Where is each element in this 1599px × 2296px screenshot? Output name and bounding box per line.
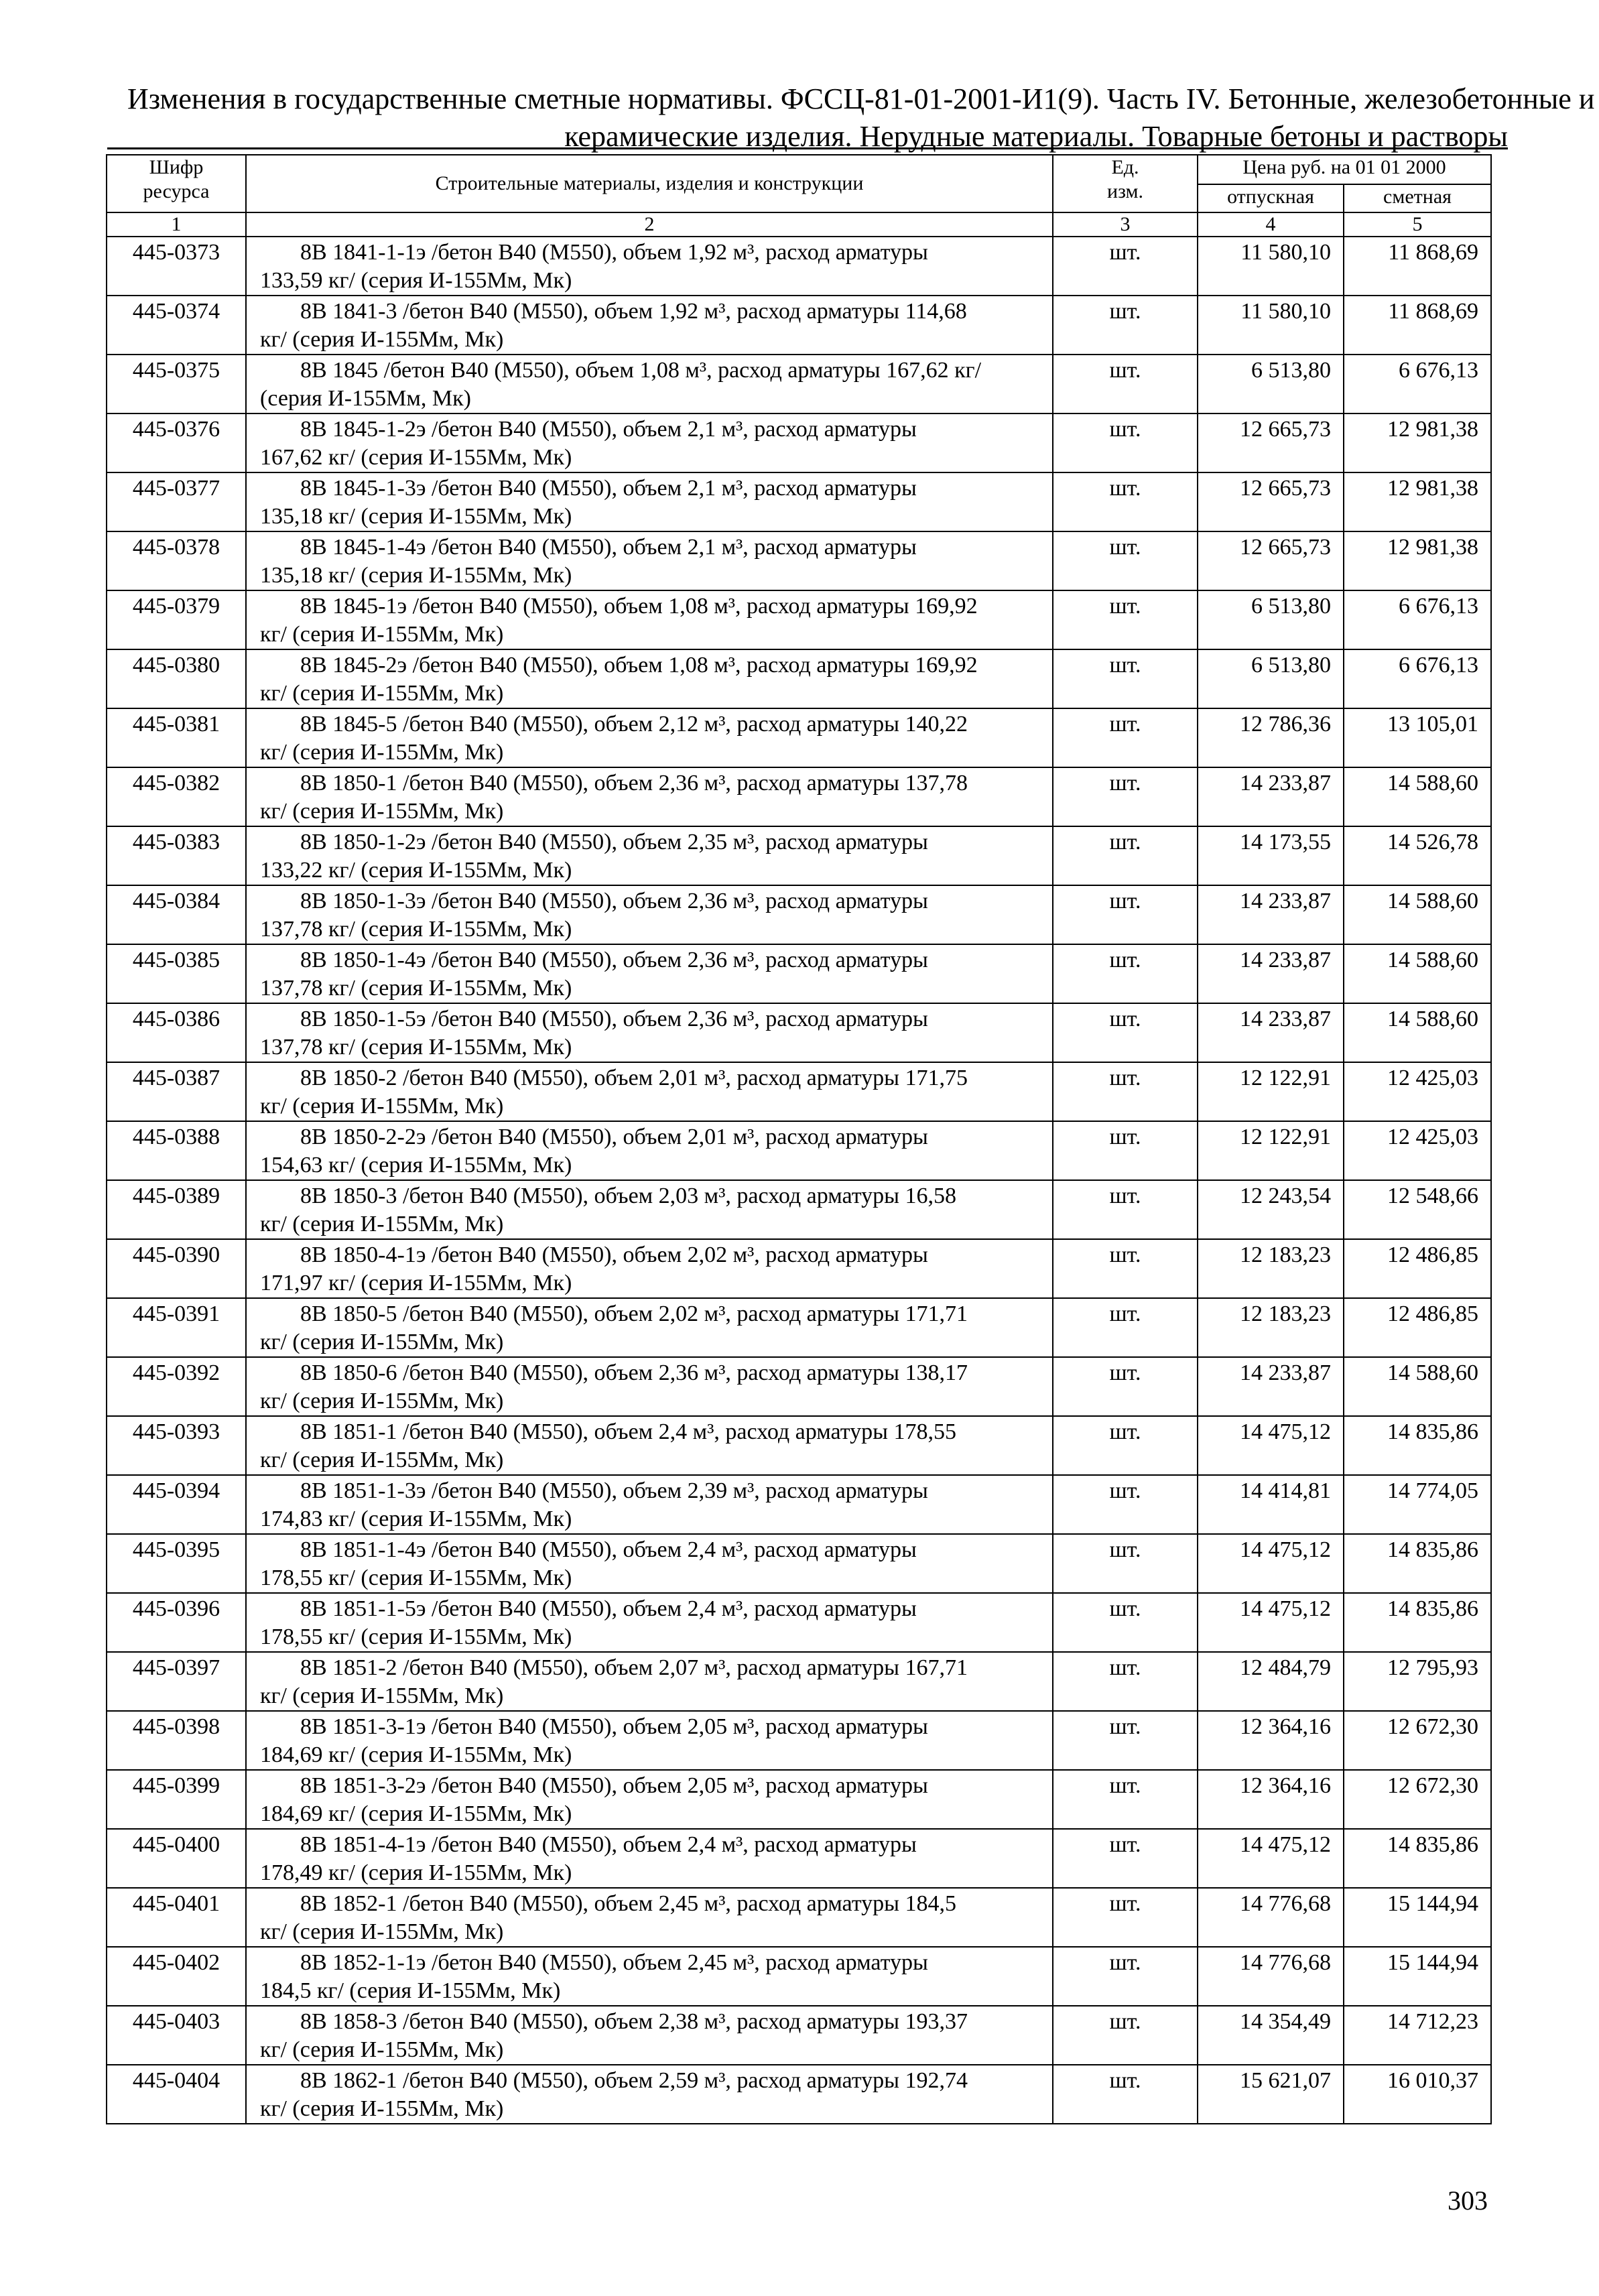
unit-cell: шт. (1053, 1357, 1198, 1416)
estimate-price-cell: 6 676,13 (1344, 355, 1491, 413)
release-price-cell: 12 665,73 (1198, 531, 1344, 590)
release-price-cell: 12 243,54 (1198, 1180, 1344, 1239)
material-description-cell (246, 1003, 1053, 1062)
column-number: 5 (1344, 212, 1491, 237)
resource-code-cell: 445-0389 (107, 1180, 246, 1239)
material-description-line1: 8В 1850-1-2э /бетон В40 (М550), объем 2,35 м³, расход арматуры (300, 830, 928, 854)
resource-code-cell: 445-0401 (107, 1888, 246, 1947)
release-price-cell: 14 475,12 (1198, 1534, 1344, 1593)
material-description-cell (246, 708, 1053, 767)
estimate-price-cell: 14 526,78 (1344, 826, 1491, 885)
resource-code-cell: 445-0374 (107, 296, 246, 355)
material-description-cell (246, 1121, 1053, 1180)
release-price-cell: 11 580,10 (1198, 237, 1344, 296)
resource-code-cell: 445-0375 (107, 355, 246, 413)
resource-code-cell: 445-0388 (107, 1121, 246, 1180)
table-row (107, 1888, 1491, 1947)
resource-code-cell: 445-0383 (107, 826, 246, 885)
release-price-cell: 14 776,68 (1198, 1947, 1344, 2006)
material-description-cell (246, 1652, 1053, 1711)
unit-cell: шт. (1053, 1298, 1198, 1357)
unit-cell: шт. (1053, 2065, 1198, 2124)
table-row (107, 2065, 1491, 2124)
material-description-line1: 8В 1845 /бетон В40 (М550), объем 1,08 м³, расход арматуры 167,62 кг/ (300, 358, 982, 383)
release-price-cell: 6 513,80 (1198, 355, 1344, 413)
resource-code-cell: 445-0376 (107, 413, 246, 472)
material-description-cell (246, 944, 1053, 1003)
resource-code-cell: 445-0387 (107, 1062, 246, 1121)
unit-cell: шт. (1053, 1711, 1198, 1770)
resource-code-cell: 445-0379 (107, 590, 246, 649)
unit-cell: шт. (1053, 767, 1198, 826)
material-description-cell (246, 1770, 1053, 1829)
release-price-cell: 12 183,23 (1198, 1239, 1344, 1298)
unit-cell: шт. (1053, 1180, 1198, 1239)
resource-code-cell: 445-0385 (107, 944, 246, 1003)
material-description-line1: 8В 1850-2-2э /бетон В40 (М550), объем 2,01 м³, расход арматуры (300, 1125, 928, 1149)
material-description-line1: 8В 1850-3 /бетон В40 (М550), объем 2,03 м³, расход арматуры 16,58 (300, 1184, 956, 1208)
table-row (107, 590, 1491, 649)
release-price-cell: 14 233,87 (1198, 944, 1344, 1003)
material-description-line2: кг/ (серия И-155Мм, Мк) (260, 1094, 504, 1119)
material-description-line2: 178,55 кг/ (серия И-155Мм, Мк) (260, 1566, 572, 1590)
material-description-line1: 8В 1850-1-3э /бетон В40 (М550), объем 2,36 м³, расход арматуры (300, 889, 928, 913)
estimate-price-cell: 12 981,38 (1344, 531, 1491, 590)
material-description-line1: 8В 1845-1-4э /бетон В40 (М550), объем 2,1 м³, расход арматуры (300, 535, 917, 560)
table-row (107, 1416, 1491, 1475)
resource-code-cell: 445-0378 (107, 531, 246, 590)
material-description-line1: 8В 1851-1 /бетон В40 (М550), объем 2,4 м³, расход арматуры 178,55 (300, 1419, 956, 1444)
column-number: 2 (246, 212, 1053, 237)
material-description-cell (246, 355, 1053, 413)
material-description-line1: 8В 1845-5 /бетон В40 (М550), объем 2,12 м³, расход арматуры 140,22 (300, 712, 968, 737)
material-description-line1: 8В 1850-6 /бетон В40 (М550), объем 2,36 м³, расход арматуры 138,17 (300, 1360, 968, 1385)
material-description-line1: 8В 1851-4-1э /бетон В40 (М550), объем 2,4 м³, расход арматуры (300, 1832, 917, 1857)
unit-cell: шт. (1053, 885, 1198, 944)
material-description-line2: 135,18 кг/ (серия И-155Мм, Мк) (260, 504, 572, 529)
release-price-cell: 12 484,79 (1198, 1652, 1344, 1711)
material-description-line1: 8В 1850-5 /бетон В40 (М550), объем 2,02 м³, расход арматуры 171,71 (300, 1301, 968, 1326)
material-description-line1: 8В 1845-1-3э /бетон В40 (М550), объем 2,1 м³, расход арматуры (300, 476, 917, 501)
unit-cell: шт. (1053, 1947, 1198, 2006)
material-description-cell (246, 1180, 1053, 1239)
table-row (107, 1298, 1491, 1357)
resource-code-cell: 445-0392 (107, 1357, 246, 1416)
material-description-line2: 167,62 кг/ (серия И-155Мм, Мк) (260, 445, 572, 470)
material-description-line1: 8В 1851-1-4э /бетон В40 (М550), объем 2,4 м³, расход арматуры (300, 1537, 917, 1562)
material-description-line2: кг/ (серия И-155Мм, Мк) (260, 1448, 504, 1472)
estimate-price-cell: 14 588,60 (1344, 885, 1491, 944)
header-name: Строительные материалы, изделия и конструкции (246, 155, 1053, 212)
unit-cell: шт. (1053, 1062, 1198, 1121)
release-price-cell: 14 776,68 (1198, 1888, 1344, 1947)
table-row (107, 296, 1491, 355)
unit-cell: шт. (1053, 1416, 1198, 1475)
table-row (107, 531, 1491, 590)
header-price-release: отпускная (1198, 184, 1344, 212)
resource-code-cell: 445-0382 (107, 767, 246, 826)
material-description-line2: кг/ (серия И-155Мм, Мк) (260, 1212, 504, 1236)
table-row (107, 1121, 1491, 1180)
estimate-price-cell: 14 712,23 (1344, 2006, 1491, 2065)
material-description-cell (246, 767, 1053, 826)
resource-code-cell: 445-0396 (107, 1593, 246, 1652)
table-row (107, 1593, 1491, 1652)
column-number: 3 (1053, 212, 1198, 237)
material-description-line1: 8В 1845-2э /бетон В40 (М550), объем 1,08 м³, расход арматуры 169,92 (300, 653, 978, 678)
release-price-cell: 6 513,80 (1198, 590, 1344, 649)
table-row (107, 1003, 1491, 1062)
header-title-line1: Изменения в государственные сметные нормативы. ФССЦ-81-01-2001-И1(9). Часть IV. Бетонные, железобетонные и (127, 82, 1595, 115)
material-description-line1: 8В 1850-4-1э /бетон В40 (М550), объем 2,02 м³, расход арматуры (300, 1242, 928, 1267)
table-row (107, 472, 1491, 531)
header-unit-line1: Ед. (1111, 156, 1139, 178)
material-description-line2: кг/ (серия И-155Мм, Мк) (260, 2096, 504, 2121)
release-price-cell: 12 183,23 (1198, 1298, 1344, 1357)
material-description-line2: 137,78 кг/ (серия И-155Мм, Мк) (260, 1035, 572, 1060)
material-description-cell (246, 1534, 1053, 1593)
unit-cell: шт. (1053, 355, 1198, 413)
material-description-line1: 8В 1850-1-5э /бетон В40 (М550), объем 2,36 м³, расход арматуры (300, 1007, 928, 1031)
estimate-price-cell: 12 486,85 (1344, 1298, 1491, 1357)
unit-cell: шт. (1053, 2006, 1198, 2065)
estimate-price-cell: 14 588,60 (1344, 1357, 1491, 1416)
table-row (107, 767, 1491, 826)
table-row (107, 1947, 1491, 2006)
unit-cell: шт. (1053, 296, 1198, 355)
estimate-price-cell: 6 676,13 (1344, 590, 1491, 649)
unit-cell: шт. (1053, 649, 1198, 708)
material-description-line2: 178,55 кг/ (серия И-155Мм, Мк) (260, 1624, 572, 1649)
material-description-line1: 8В 1851-1-3э /бетон В40 (М550), объем 2,39 м³, расход арматуры (300, 1478, 928, 1503)
release-price-cell: 12 665,73 (1198, 472, 1344, 531)
resource-code-cell: 445-0394 (107, 1475, 246, 1534)
estimate-price-cell: 12 981,38 (1344, 472, 1491, 531)
table-row (107, 885, 1491, 944)
resource-code-cell: 445-0377 (107, 472, 246, 531)
material-description-cell (246, 590, 1053, 649)
unit-cell: шт. (1053, 1475, 1198, 1534)
material-description-cell (246, 649, 1053, 708)
unit-cell: шт. (1053, 1239, 1198, 1298)
release-price-cell: 12 122,91 (1198, 1121, 1344, 1180)
material-description-line1: 8В 1851-3-1э /бетон В40 (М550), объем 2,05 м³, расход арматуры (300, 1714, 928, 1739)
header-price-group: Цена руб. на 01 01 2000 (1198, 155, 1491, 184)
estimate-price-cell: 15 144,94 (1344, 1947, 1491, 2006)
release-price-cell: 12 364,16 (1198, 1711, 1344, 1770)
material-description-line2: кг/ (серия И-155Мм, Мк) (260, 622, 504, 647)
material-description-line1: 8В 1862-1 /бетон В40 (М550), объем 2,59 м³, расход арматуры 192,74 (300, 2068, 968, 2093)
estimate-price-cell: 12 672,30 (1344, 1711, 1491, 1770)
material-description-cell (246, 1062, 1053, 1121)
resource-code-cell: 445-0381 (107, 708, 246, 767)
resource-code-cell: 445-0391 (107, 1298, 246, 1357)
material-description-cell (246, 413, 1053, 472)
material-description-line2: 154,63 кг/ (серия И-155Мм, Мк) (260, 1153, 572, 1177)
table-row (107, 1475, 1491, 1534)
resource-code-cell: 445-0403 (107, 2006, 246, 2065)
estimate-price-cell: 13 105,01 (1344, 708, 1491, 767)
material-description-line2: (серия И-155Мм, Мк) (260, 386, 471, 411)
resource-code-cell: 445-0397 (107, 1652, 246, 1711)
estimate-price-cell: 12 425,03 (1344, 1121, 1491, 1180)
resource-code-cell: 445-0373 (107, 237, 246, 296)
release-price-cell: 14 475,12 (1198, 1829, 1344, 1888)
material-description-line1: 8В 1845-1-2э /бетон В40 (М550), объем 2,1 м³, расход арматуры (300, 417, 917, 442)
material-description-line2: кг/ (серия И-155Мм, Мк) (260, 2037, 504, 2062)
release-price-cell: 12 786,36 (1198, 708, 1344, 767)
material-description-line2: 184,69 кг/ (серия И-155Мм, Мк) (260, 1742, 572, 1767)
unit-cell: шт. (1053, 1829, 1198, 1888)
material-description-line1: 8В 1850-1-4э /бетон В40 (М550), объем 2,36 м³, расход арматуры (300, 948, 928, 972)
material-description-line1: 8В 1852-1 /бетон В40 (М550), объем 2,45 м³, расход арматуры 184,5 (300, 1891, 956, 1916)
resource-code-cell: 445-0399 (107, 1770, 246, 1829)
material-description-line2: кг/ (серия И-155Мм, Мк) (260, 740, 504, 765)
material-description-line2: 184,69 кг/ (серия И-155Мм, Мк) (260, 1801, 572, 1826)
header-code-line2: ресурса (143, 180, 210, 202)
release-price-cell: 12 122,91 (1198, 1062, 1344, 1121)
table-row (107, 826, 1491, 885)
estimate-price-cell: 12 672,30 (1344, 1770, 1491, 1829)
material-description-line2: 133,59 кг/ (серия И-155Мм, Мк) (260, 268, 572, 293)
material-description-cell (246, 531, 1053, 590)
material-description-line1: 8В 1850-1 /бетон В40 (М550), объем 2,36 м³, расход арматуры 137,78 (300, 771, 968, 795)
material-description-cell (246, 296, 1053, 355)
table-row (107, 1534, 1491, 1593)
release-price-cell: 11 580,10 (1198, 296, 1344, 355)
material-description-line2: 174,83 кг/ (серия И-155Мм, Мк) (260, 1507, 572, 1531)
material-description-cell (246, 885, 1053, 944)
estimate-price-cell: 12 548,66 (1344, 1180, 1491, 1239)
material-description-line1: 8В 1851-1-5э /бетон В40 (М550), объем 2,4 м³, расход арматуры (300, 1596, 917, 1621)
table-row (107, 1770, 1491, 1829)
material-description-cell (246, 1357, 1053, 1416)
resource-code-cell: 445-0380 (107, 649, 246, 708)
table-row (107, 649, 1491, 708)
material-description-line2: 135,18 кг/ (серия И-155Мм, Мк) (260, 563, 572, 588)
resource-code-cell: 445-0404 (107, 2065, 246, 2124)
header-price-estimate: сметная (1344, 184, 1491, 212)
release-price-cell: 14 233,87 (1198, 885, 1344, 944)
table-row (107, 1180, 1491, 1239)
release-price-cell: 14 475,12 (1198, 1416, 1344, 1475)
material-description-line2: 137,78 кг/ (серия И-155Мм, Мк) (260, 917, 572, 942)
table-row (107, 1062, 1491, 1121)
table-row (107, 413, 1491, 472)
material-description-line2: кг/ (серия И-155Мм, Мк) (260, 327, 504, 352)
material-description-cell (246, 1711, 1053, 1770)
estimate-price-cell: 14 835,86 (1344, 1416, 1491, 1475)
unit-cell: шт. (1053, 1121, 1198, 1180)
release-price-cell: 12 665,73 (1198, 413, 1344, 472)
table-row (107, 1711, 1491, 1770)
unit-cell: шт. (1053, 237, 1198, 296)
release-price-cell: 6 513,80 (1198, 649, 1344, 708)
resource-code-cell: 445-0393 (107, 1416, 246, 1475)
material-description-line2: 137,78 кг/ (серия И-155Мм, Мк) (260, 976, 572, 1001)
material-description-cell (246, 1298, 1053, 1357)
material-description-cell (246, 2065, 1053, 2124)
material-description-line1: 8В 1841-3 /бетон В40 (М550), объем 1,92 м³, расход арматуры 114,68 (300, 299, 967, 324)
unit-cell: шт. (1053, 472, 1198, 531)
estimate-price-cell: 15 144,94 (1344, 1888, 1491, 1947)
material-description-line1: 8В 1852-1-1э /бетон В40 (М550), объем 2,45 м³, расход арматуры (300, 1950, 928, 1975)
header-code-line1: Шифр (149, 156, 204, 178)
estimate-price-cell: 14 588,60 (1344, 767, 1491, 826)
unit-cell: шт. (1053, 1003, 1198, 1062)
unit-cell: шт. (1053, 1593, 1198, 1652)
material-description-cell (246, 1239, 1053, 1298)
table-row (107, 1357, 1491, 1416)
resource-code-cell: 445-0400 (107, 1829, 246, 1888)
material-description-line2: кг/ (серия И-155Мм, Мк) (260, 1919, 504, 1944)
unit-cell: шт. (1053, 531, 1198, 590)
resource-code-cell: 445-0402 (107, 1947, 246, 2006)
release-price-cell: 14 233,87 (1198, 1003, 1344, 1062)
material-description-cell (246, 1947, 1053, 2006)
table-row (107, 944, 1491, 1003)
table-row (107, 2006, 1491, 2065)
material-description-line2: 184,5 кг/ (серия И-155Мм, Мк) (260, 1978, 561, 2003)
material-description-line1: 8В 1851-2 /бетон В40 (М550), объем 2,07 м³, расход арматуры 167,71 (300, 1655, 968, 1680)
material-description-cell (246, 826, 1053, 885)
unit-cell: шт. (1053, 1652, 1198, 1711)
page-header (127, 80, 1595, 155)
estimate-price-cell: 14 588,60 (1344, 944, 1491, 1003)
material-description-line2: кг/ (серия И-155Мм, Мк) (260, 799, 504, 824)
material-description-line1: 8В 1841-1-1э /бетон В40 (М550), объем 1,92 м³, расход арматуры (300, 240, 928, 265)
resource-code-cell: 445-0395 (107, 1534, 246, 1593)
resource-code-cell: 445-0384 (107, 885, 246, 944)
resource-code-cell: 445-0390 (107, 1239, 246, 1298)
table-row (107, 1829, 1491, 1888)
column-number: 4 (1198, 212, 1344, 237)
unit-cell: шт. (1053, 590, 1198, 649)
release-price-cell: 12 364,16 (1198, 1770, 1344, 1829)
estimate-price-cell: 11 868,69 (1344, 296, 1491, 355)
estimate-price-cell: 12 795,93 (1344, 1652, 1491, 1711)
unit-cell: шт. (1053, 944, 1198, 1003)
header-title-line2: керамические изделия. Нерудные материалы. Товарные бетоны и растворы (564, 120, 1508, 153)
material-description-line1: 8В 1858-3 /бетон В40 (М550), объем 2,38 м³, расход арматуры 193,37 (300, 2009, 968, 2034)
material-description-line1: 8В 1845-1э /бетон В40 (М550), объем 1,08 м³, расход арматуры 169,92 (300, 594, 978, 619)
unit-cell: шт. (1053, 1888, 1198, 1947)
header-code (107, 155, 246, 212)
estimate-price-cell: 12 486,85 (1344, 1239, 1491, 1298)
estimate-price-cell: 14 835,86 (1344, 1829, 1491, 1888)
estimate-price-cell: 16 010,37 (1344, 2065, 1491, 2124)
material-description-line2: кг/ (серия И-155Мм, Мк) (260, 1683, 504, 1708)
unit-cell: шт. (1053, 1770, 1198, 1829)
unit-cell: шт. (1053, 1534, 1198, 1593)
material-description-cell (246, 1829, 1053, 1888)
release-price-cell: 14 414,81 (1198, 1475, 1344, 1534)
release-price-cell: 14 354,49 (1198, 2006, 1344, 2065)
table-row (107, 1239, 1491, 1298)
column-number-row (107, 212, 1491, 237)
column-number: 1 (107, 212, 246, 237)
material-description-cell (246, 2006, 1053, 2065)
material-description-cell (246, 1888, 1053, 1947)
material-description-line2: кг/ (серия И-155Мм, Мк) (260, 1330, 504, 1354)
unit-cell: шт. (1053, 826, 1198, 885)
estimate-price-cell: 12 425,03 (1344, 1062, 1491, 1121)
release-price-cell: 14 233,87 (1198, 1357, 1344, 1416)
estimate-price-cell: 14 835,86 (1344, 1593, 1491, 1652)
estimate-price-cell: 14 774,05 (1344, 1475, 1491, 1534)
material-description-line2: 171,97 кг/ (серия И-155Мм, Мк) (260, 1271, 572, 1295)
estimate-price-cell: 11 868,69 (1344, 237, 1491, 296)
release-price-cell: 14 173,55 (1198, 826, 1344, 885)
page-number: 303 (1448, 2185, 1488, 2216)
material-description-line2: 133,22 кг/ (серия И-155Мм, Мк) (260, 858, 572, 883)
resource-code-cell: 445-0386 (107, 1003, 246, 1062)
estimate-price-cell: 12 981,38 (1344, 413, 1491, 472)
unit-cell: шт. (1053, 708, 1198, 767)
estimate-price-cell: 6 676,13 (1344, 649, 1491, 708)
table-body (107, 237, 1491, 2124)
unit-cell: шт. (1053, 413, 1198, 472)
estimate-price-cell: 14 835,86 (1344, 1534, 1491, 1593)
material-description-cell (246, 1475, 1053, 1534)
resource-code-cell: 445-0398 (107, 1711, 246, 1770)
material-description-line2: 178,49 кг/ (серия И-155Мм, Мк) (260, 1860, 572, 1885)
material-description-cell (246, 237, 1053, 296)
material-description-line2: кг/ (серия И-155Мм, Мк) (260, 681, 504, 706)
release-price-cell: 15 621,07 (1198, 2065, 1344, 2124)
material-description-line2: кг/ (серия И-155Мм, Мк) (260, 1389, 504, 1413)
material-description-line1: 8В 1850-2 /бетон В40 (М550), объем 2,01 м³, расход арматуры 171,75 (300, 1066, 968, 1090)
estimate-price-cell: 14 588,60 (1344, 1003, 1491, 1062)
material-description-cell (246, 1593, 1053, 1652)
header-divider (107, 147, 1508, 149)
material-description-cell (246, 472, 1053, 531)
table-row (107, 237, 1491, 296)
header-unit (1053, 155, 1198, 212)
table-row (107, 355, 1491, 413)
table-row (107, 1652, 1491, 1711)
price-table (106, 154, 1492, 2124)
material-description-line1: 8В 1851-3-2э /бетон В40 (М550), объем 2,05 м³, расход арматуры (300, 1773, 928, 1798)
release-price-cell: 14 475,12 (1198, 1593, 1344, 1652)
material-description-cell (246, 1416, 1053, 1475)
table-row (107, 708, 1491, 767)
header-unit-line2: изм. (1107, 180, 1143, 202)
release-price-cell: 14 233,87 (1198, 767, 1344, 826)
